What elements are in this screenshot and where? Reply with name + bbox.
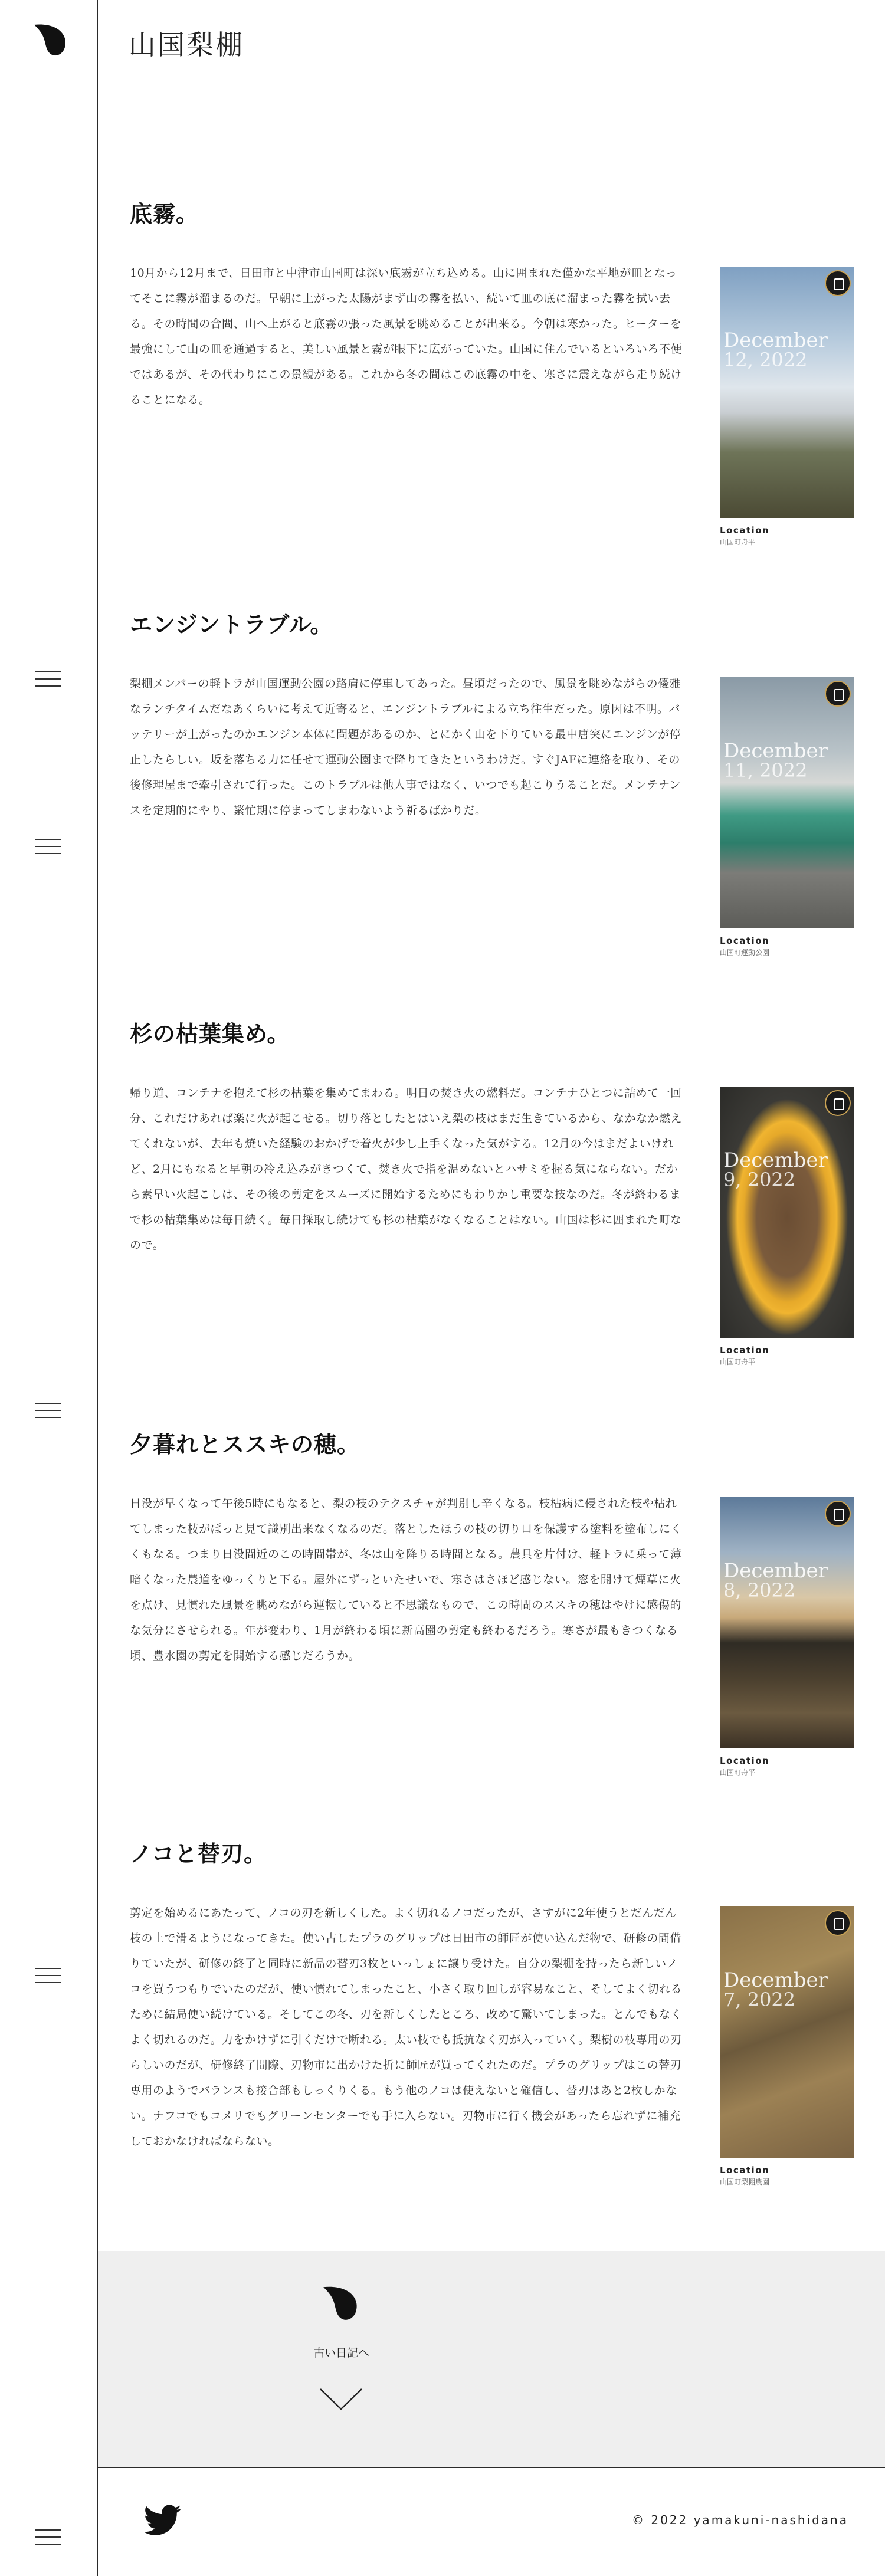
photo-date-month: December [723,739,828,763]
post-article [130,1426,856,1777]
camera-badge-icon [825,681,851,707]
post-title[interactable]: 杉の枯葉集め。 [130,1021,290,1047]
leaf-icon [322,2284,360,2323]
footer-divider [98,2467,885,2468]
photo-date-day: 12, 2022 [723,349,808,371]
photo-date-day: 7, 2022 [723,1988,796,2011]
photo-date-month: December [723,1968,828,1992]
post-photo-card[interactable] [720,1497,854,1777]
hamburger-menu-icon[interactable] [35,1403,61,1420]
post-title[interactable]: エンジントラブル。 [130,612,333,638]
camera-badge-icon [825,1501,851,1527]
site-title[interactable]: 山国梨棚 [129,29,244,61]
post-title[interactable]: ノコと替刃。 [130,1841,267,1867]
photo-date-day: 9, 2022 [723,1169,796,1191]
photo-date-day: 11, 2022 [723,759,808,782]
post-photo-card[interactable] [720,267,854,547]
location-value: 山国町舟平 [720,1768,756,1777]
camera-badge-icon [825,1910,851,1936]
post-article [130,606,856,957]
location-value: 山国町梨棚農園 [720,2178,770,2186]
post-photo[interactable] [720,267,854,518]
post-photo-card[interactable] [720,1906,854,2187]
twitter-icon[interactable] [144,2505,182,2536]
photo-date-month: December [723,329,828,352]
post-photo-card[interactable] [720,677,854,957]
hamburger-menu-icon[interactable] [35,2529,61,2547]
location-value: 山国町舟平 [720,538,756,546]
post-title[interactable]: 底霧。 [130,201,199,227]
older-posts-section [98,2251,885,2467]
sidebar-divider [97,0,98,2576]
post-photo[interactable] [720,1087,854,1338]
post-body: 剪定を始めるにあたって、ノコの刃を新しくした。よく切れるノコだったが、さすがに2年使うとだんだん枝の上で滑るようになってきた。使い古したプラのグリップは日田市の師匠が使い込んだ物で、研修の間借りていたが、研修の終了と同時に新品の替刃3枚といっしょに譲り受けた。自分の梨棚を持ったら新しいノコを買うつもりでいたのだが、使い慣れてしまったこと、小さく取り回しが容易なこと、そしてよく切れるために結局使い続けている。そしてこの冬、刃を新しくしたところ、改めて驚いてしまった。とんでもなくよく切れるのだ。力をかけずに引くだけで断れる。太い枝でも抵抗なく刃が入っていく。梨樹の枝専用の刃らしいのだが、研修終了間際、刃物市に出かけた折に師匠が買ってくれたのだ。プラのグリップはこの替刃専用のようでバランスも接合部もしっくりくる。もう他のノコは使えないと確信し、替刃はあと2枚しかない。ナフコでもコメリでもグリーンセンターでも手に入らない。刃物市に行く機会があったら忘れずに補充しておかなければならない。 [130,1906,683,2148]
photo-date-day: 8, 2022 [723,1579,796,1602]
camera-badge-icon [825,1090,851,1116]
older-posts-link[interactable]: 古い日記へ [313,2347,369,2360]
post-body: 日没が早くなって午後5時にもなると、梨の枝のテクスチャが判別し辛くなる。枝枯病に侵された枝や枯れてしまった枝がぱっと見て識別出来なくなるのだ。落としたほうの枝の切り口を保護する塗料を塗布しにくくもなる。つまり日没間近のこの時間帯が、冬は山を降りる時間となる。農具を片付け、軽トラに乗って薄暗くなった農道をゆっくりと下る。屋外にずっといたせいで、寒さはさほど感じない。窓を開けて煙草に火を点け、見慣れた風景を眺めながら運転していると不思議なもので、この時間のススキの穂はやけに感傷的な気分にさせられる。年が変わり、1月が終わる頃に新高園の剪定も終わるだろう。寒さが最もきつくなる頃、豊水園の剪定を開始する感じだろうか。 [130,1497,683,1662]
camera-badge-icon [825,270,851,296]
location-label: Location [720,1345,770,1356]
copyright-text: © 2022 yamakuni-nashidana [631,2513,848,2527]
post-title[interactable]: 夕暮れとススキの穂。 [130,1432,360,1458]
post-article [130,1836,856,2186]
post-photo[interactable] [720,1497,854,1748]
location-label: Location [720,2165,770,2175]
post-body: 10月から12月まで、日田市と中津市山国町は深い底霧が立ち込める。山に囲まれた僅かな平地が皿となってそこに霧が溜まるのだ。早朝に上がった太陽がまず山の霧を払い、続いて皿の底に溜まった霧を拭い去る。その時間の合間、山へ上がると底霧の張った風景を眺めることが出来る。今朝は寒かった。ヒーターを最強にして山の皿を通過すると、美しい風景と霧が眼下に広がっていた。山国に住んでいるといろいろ不便ではあるが、その代わりにこの景観がある。これから冬の間はこの底霧の中を、寒さに震えながら走り続けることになる。 [130,267,683,406]
location-label: Location [720,936,770,946]
post-photo-card[interactable] [720,1087,854,1367]
location-value: 山国町運動公園 [720,949,770,957]
leaf-icon[interactable] [33,22,68,58]
post-body: 梨棚メンバーの軽トラが山国運動公園の路肩に停車してあった。昼頃だったので、風景を眺めながらの優雅なランチタイムだなあくらいに考えて近寄ると、エンジントラブルによる立ち往生だった。原因は不明。バッテリーが上がったのかエンジン本体に問題があるのか、とにかく山を下りている最中唐突にエンジンが停止したらしい。坂を落ちる力に任せて運動公園まで降りてきたというわけだ。すぐJAFに連絡を取り、その後修理屋まで牽引されて行った。このトラブルは他人事ではなく、いつでも起こりうることだ。メンテナンスを定期的にやり、繁忙期に停まってしまわないよう祈るばかりだ。 [130,677,681,817]
post-photo[interactable] [720,1906,854,2158]
hamburger-menu-icon[interactable] [35,1968,61,1986]
hamburger-menu-icon[interactable] [35,671,61,689]
post-article [130,196,856,546]
post-body: 帰り道、コンテナを抱えて杉の枯葉を集めてまわる。明日の焚き火の燃料だ。コンテナひとつに詰めて一回分、これだけあれば楽に火が起こせる。切り落としたとはいえ梨の枝はまだ生きているから、なかなか燃えてくれないが、去年も焼いた経験のおかげで着火が少し上手くなった気がする。12月の今はまだよいけれど、2月にもなると早朝の冷え込みがきつくて、焚き火で指を温めないとハサミを握る気にならない。だから素早い火起こしは、その後の剪定をスムーズに開始するためにもわりかし重要な技なのだ。冬が終わるまで杉の枯葉集めは毎日続く。毎日採取し続けても杉の枯葉がなくなることはない。山国は杉に囲まれた町なので。 [130,1087,683,1252]
chevron-down-icon[interactable] [319,2388,363,2411]
post-article [130,1016,856,1366]
location-value: 山国町舟平 [720,1358,756,1366]
photo-date-month: December [723,1559,828,1583]
location-label: Location [720,525,770,536]
location-label: Location [720,1755,770,1766]
hamburger-menu-icon[interactable] [35,839,61,857]
post-photo[interactable] [720,677,854,928]
photo-date-month: December [723,1148,828,1172]
